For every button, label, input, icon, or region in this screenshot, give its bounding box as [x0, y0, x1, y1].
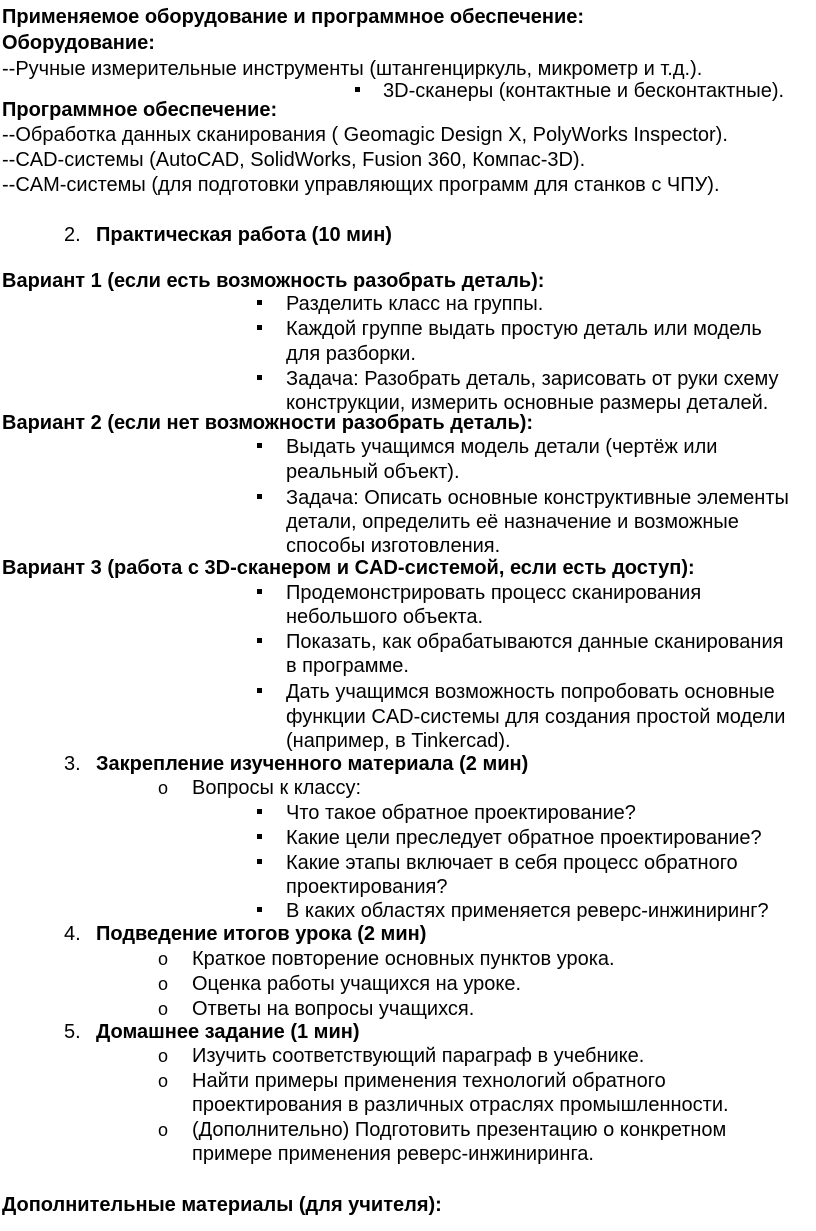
list-item-continuation: примере применения реверс-инжиниринга. [192, 1143, 594, 1165]
bullet-square-icon [257, 859, 262, 864]
bullet-square-icon [257, 375, 262, 380]
equipment-item: 3D-сканеры (контактные и бесконтактные). [383, 80, 785, 102]
bullet-square-icon [257, 834, 262, 839]
bullet-circle-icon: o [158, 999, 169, 1019]
bullet-square-icon [257, 300, 262, 305]
list-item: Разделить класс на группы. [286, 293, 544, 315]
list-item: Какие цели преследует обратное проектирование? [286, 827, 762, 849]
bullet-square-icon [355, 87, 360, 92]
equipment-item: --Ручные измерительные инструменты (штангенциркуль, микрометр и т.д.). [2, 58, 703, 80]
list-item: Продемонстрировать процесс сканирования [286, 582, 702, 604]
list-item: Какие этапы включает в себя процесс обратного [286, 852, 738, 874]
sub-item: Вопросы к классу: [192, 777, 362, 799]
list-item-continuation: конструкции, измерить основные размеры деталей. [286, 392, 769, 414]
bullet-circle-icon: o [158, 1120, 169, 1140]
list-item-continuation: проектирования? [286, 876, 448, 898]
section-number: 5. [64, 1021, 81, 1043]
bullet-square-icon [257, 494, 262, 499]
list-item: Выдать учащимся модель детали (чертёж или [286, 436, 718, 458]
list-item-continuation: проектирования в различных отраслях промышленности. [192, 1094, 729, 1116]
section-title: Закрепление изученного материала (2 мин) [96, 753, 529, 775]
equipment-heading: Оборудование: [2, 32, 155, 54]
page-title: Применяемое оборудование и программное обеспечение: [2, 6, 585, 28]
list-item-continuation: реальный объект). [286, 461, 460, 483]
list-item-continuation: в программе. [286, 655, 409, 677]
software-item: --CAM-системы (для подготовки управляющих программ для станков с ЧПУ). [2, 174, 720, 196]
list-item: Задача: Описать основные конструктивные элементы [286, 487, 789, 509]
bullet-circle-icon: o [158, 1046, 169, 1066]
list-item-continuation: детали, определить её назначение и возможные [286, 511, 739, 533]
list-item: Каждой группе выдать простую деталь или модель [286, 318, 762, 340]
list-item-continuation: функции CAD-системы для создания простой модели [286, 706, 786, 728]
bullet-square-icon [257, 443, 262, 448]
list-item-continuation: (например, в Tinkercad). [286, 730, 511, 752]
bullet-square-icon [257, 907, 262, 912]
section-title: Домашнее задание (1 мин) [96, 1021, 360, 1043]
variant-heading: Вариант 2 (если нет возможности разобрать деталь): [2, 412, 534, 434]
list-item-continuation: способы изготовления. [286, 535, 501, 557]
list-item: (Дополнительно) Подготовить презентацию о конкретном [192, 1119, 727, 1141]
software-heading: Программное обеспечение: [2, 99, 278, 121]
list-item: Дать учащимся возможность попробовать основные [286, 681, 775, 703]
bullet-circle-icon: o [158, 949, 169, 969]
bullet-circle-icon: o [158, 974, 169, 994]
bullet-circle-icon: o [158, 778, 169, 798]
section-number: 4. [64, 923, 81, 945]
section-number: 3. [64, 753, 81, 775]
section-title: Практическая работа (10 мин) [96, 224, 392, 246]
footer-heading: Дополнительные материалы (для учителя): [2, 1194, 442, 1216]
section-title: Подведение итогов урока (2 мин) [96, 923, 427, 945]
software-item: --Обработка данных сканирования ( Geomagic Design X, PolyWorks Inspector). [2, 124, 728, 146]
list-item: Ответы на вопросы учащихся. [192, 998, 475, 1020]
list-item: В каких областях применяется реверс-инжиниринг? [286, 900, 769, 922]
bullet-square-icon [257, 638, 262, 643]
bullet-circle-icon: o [158, 1071, 169, 1091]
list-item-continuation: небольшого объекта. [286, 606, 484, 628]
list-item: Показать, как обрабатываются данные сканирования [286, 631, 784, 653]
list-item: Краткое повторение основных пунктов урока. [192, 948, 615, 970]
list-item: Оценка работы учащихся на уроке. [192, 973, 522, 995]
list-item: Что такое обратное проектирование? [286, 802, 636, 824]
bullet-square-icon [257, 589, 262, 594]
variant-heading: Вариант 1 (если есть возможность разобрать деталь): [2, 270, 545, 292]
list-item-continuation: для разборки. [286, 343, 416, 365]
variant-heading: Вариант 3 (работа с 3D-сканером и CAD-системой, если есть доступ): [2, 557, 695, 579]
list-item: Задача: Разобрать деталь, зарисовать от руки схему [286, 368, 779, 390]
bullet-square-icon [257, 325, 262, 330]
bullet-square-icon [257, 809, 262, 814]
bullet-square-icon [257, 688, 262, 693]
list-item: Изучить соответствующий параграф в учебнике. [192, 1045, 645, 1067]
software-item: --CAD-системы (AutoCAD, SolidWorks, Fusion 360, Компас-3D). [2, 149, 586, 171]
section-number: 2. [64, 224, 81, 246]
list-item: Найти примеры применения технологий обратного [192, 1070, 666, 1092]
